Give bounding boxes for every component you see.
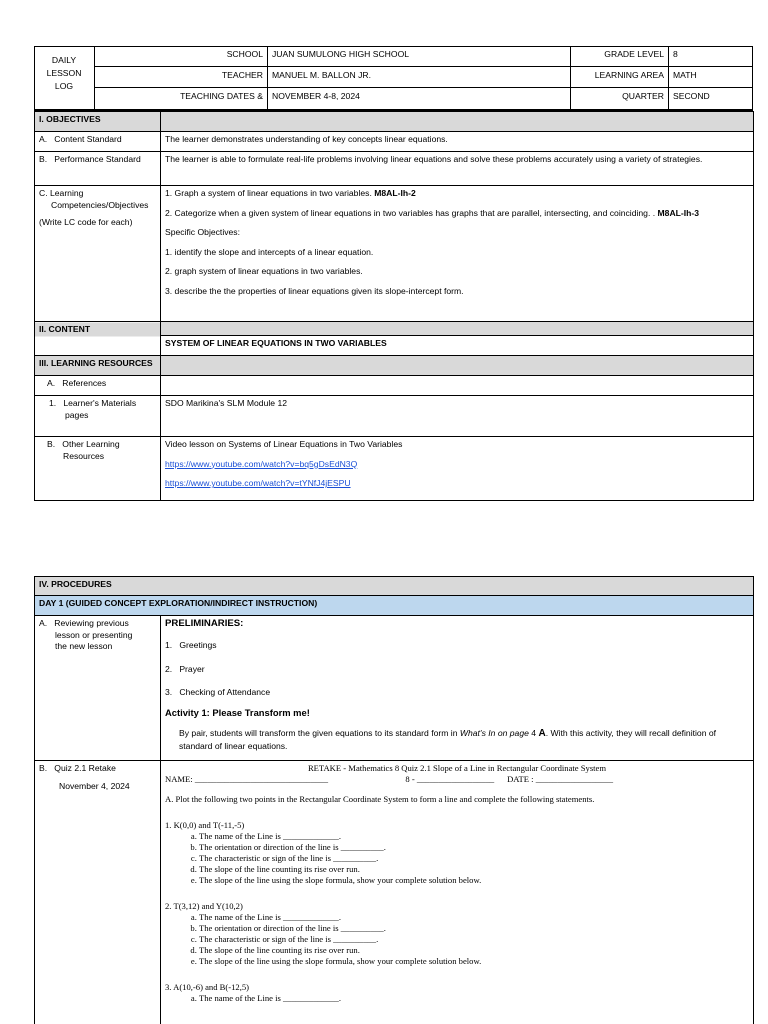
preliminaries-heading: PRELIMINARIES: bbox=[165, 618, 244, 629]
header-grid bbox=[34, 46, 753, 110]
learners-materials-text: SDO Marikina's SLM Module 12 bbox=[161, 396, 754, 437]
teacher-label: TEACHER bbox=[221, 70, 263, 80]
content-heading: II. CONTENT bbox=[35, 322, 161, 356]
content-text: SYSTEM OF LINEAR EQUATIONS IN TWO VARIABLES bbox=[161, 336, 754, 356]
school-label: SCHOOL bbox=[226, 49, 263, 59]
quiz-instructions: A. Plot the following two points in the Rectangular Coordinate System to form a line and complete the following statements. bbox=[165, 794, 595, 805]
quiz-content bbox=[161, 761, 754, 1024]
question-2-items: a. The name of the Line is _____________. b. The orientation or direction of the line is __________. c. The characteristic or sign of the line is __________. d. The slope of the line counting its rise over run. e. The slope of the line using the slope formula, show your complete solution below. bbox=[165, 912, 749, 968]
teaching-dates-value: NOVEMBER 4-8, 2024 bbox=[272, 91, 360, 101]
question-1: 1. K(0,0) and T(-11,-5) bbox=[165, 819, 245, 830]
competencies-text: 1. Graph a system of linear equations in two variables. M8AL-Ih-2 2. Categorize when a given system of linear equations in two variables has graphs that are parallel, intersecting, and coinciding. . M8AL-Ih-3 Specific Objectives: 1. identify the slope and intercepts of a linear equation. 2. graph system of linear equations in two variables. 3. describe the the properties of linear equations given its slope-intercept form. bbox=[161, 186, 754, 322]
content-standard-text: The learner demonstrates understanding of key concepts linear equations. bbox=[161, 132, 754, 152]
content-standard-label: A. Content Standard bbox=[35, 132, 161, 152]
quiz-name-line: NAME: _______________________________ 8 - __________________ DATE : __________________ bbox=[165, 774, 614, 785]
other-resources-label: B. Other Learning Resources bbox=[35, 437, 161, 501]
question-3-items: a. The name of the Line is _____________. bbox=[165, 993, 749, 1004]
references-label: A. References bbox=[35, 376, 161, 396]
youtube-link-2[interactable]: https://www.youtube.com/watch?v=tYNfJ4jESPU bbox=[165, 478, 351, 489]
activity-description: By pair, students will transform the given equations to its standard form in What's In on page 4 A. With this activity, they will recall definition of standard of linear equations. bbox=[179, 728, 717, 751]
school-value: JUAN SUMULONG HIGH SCHOOL bbox=[272, 49, 410, 59]
day1-heading: DAY 1 (GUIDED CONCEPT EXPLORATION/INDIRECT INSTRUCTION) bbox=[35, 596, 754, 616]
learning-resources-heading: III. LEARNING RESOURCES bbox=[35, 356, 161, 376]
preliminaries-text: PRELIMINARIES: 1. Greetings 2. Prayer 3. Checking of Attendance Activity 1: Please Transform me! By pair, students will transform the given equations to its standard form in What's In on page 4 A. With this activity, they will recall definition of standard of linear equations. bbox=[161, 616, 754, 761]
grade-level-label: GRADE LEVEL bbox=[604, 49, 664, 59]
procedures-heading: IV. PROCEDURES bbox=[35, 577, 754, 596]
performance-standard-text: The learner is able to formulate real-life problems involving linear equations and solve these problems accurately using a variety of strategies. bbox=[161, 152, 754, 186]
performance-standard-label: B. Performance Standard bbox=[35, 152, 161, 186]
activity-heading: Activity 1: Please Transform me! bbox=[165, 706, 310, 718]
procedures-table bbox=[34, 576, 754, 1024]
learning-area-label: LEARNING AREA bbox=[594, 70, 664, 80]
teacher-value: MANUEL M. BALLON JR. bbox=[272, 70, 372, 80]
learners-materials-label: 1. Learner's Materials pages bbox=[35, 396, 161, 437]
daily-lesson-log-label: DAILY LESSON LOG bbox=[46, 55, 82, 91]
question-3: 3. A(10,-6) and B(-12,5) bbox=[165, 981, 250, 992]
quarter-label: QUARTER bbox=[622, 91, 664, 101]
teaching-dates-label: TEACHING DATES & bbox=[180, 91, 263, 101]
youtube-link-1[interactable]: https://www.youtube.com/watch?v=bq5gDsEdN3Q bbox=[165, 458, 358, 469]
question-2: 2. T(3,12) and Y(10,2) bbox=[165, 900, 243, 911]
competencies-label: C. Learning Competencies/Objectives (Write LC code for each) bbox=[35, 186, 161, 322]
grade-level-value: 8 bbox=[673, 49, 678, 59]
objectives-table bbox=[34, 111, 754, 501]
reviewing-lesson-label: A. Reviewing previous lesson or presenting the new lesson bbox=[35, 616, 161, 761]
quarter-value: SECOND bbox=[673, 91, 710, 101]
question-1-items: a. The name of the Line is _____________. b. The orientation or direction of the line is __________. c. The characteristic or sign of the line is __________. d. The slope of the line counting its rise over run. e. The slope of the line using the slope formula, show your complete solution below. bbox=[165, 831, 749, 887]
learning-area-value: MATH bbox=[673, 70, 697, 80]
quiz-title: RETAKE - Mathematics 8 Quiz 2.1 Slope of a Line in Rectangular Coordinate System bbox=[307, 763, 607, 773]
other-resources-text: Video lesson on Systems of Linear Equations in Two Variables https://www.youtube.com/watch?v=bq5gDsEdN3Q https://www.youtube.com/watch?v=tYNfJ4jESPU bbox=[161, 437, 754, 501]
quiz-retake-label: B. Quiz 2.1 Retake November 4, 2024 bbox=[35, 761, 161, 1024]
objectives-heading: I. OBJECTIVES bbox=[35, 112, 161, 132]
